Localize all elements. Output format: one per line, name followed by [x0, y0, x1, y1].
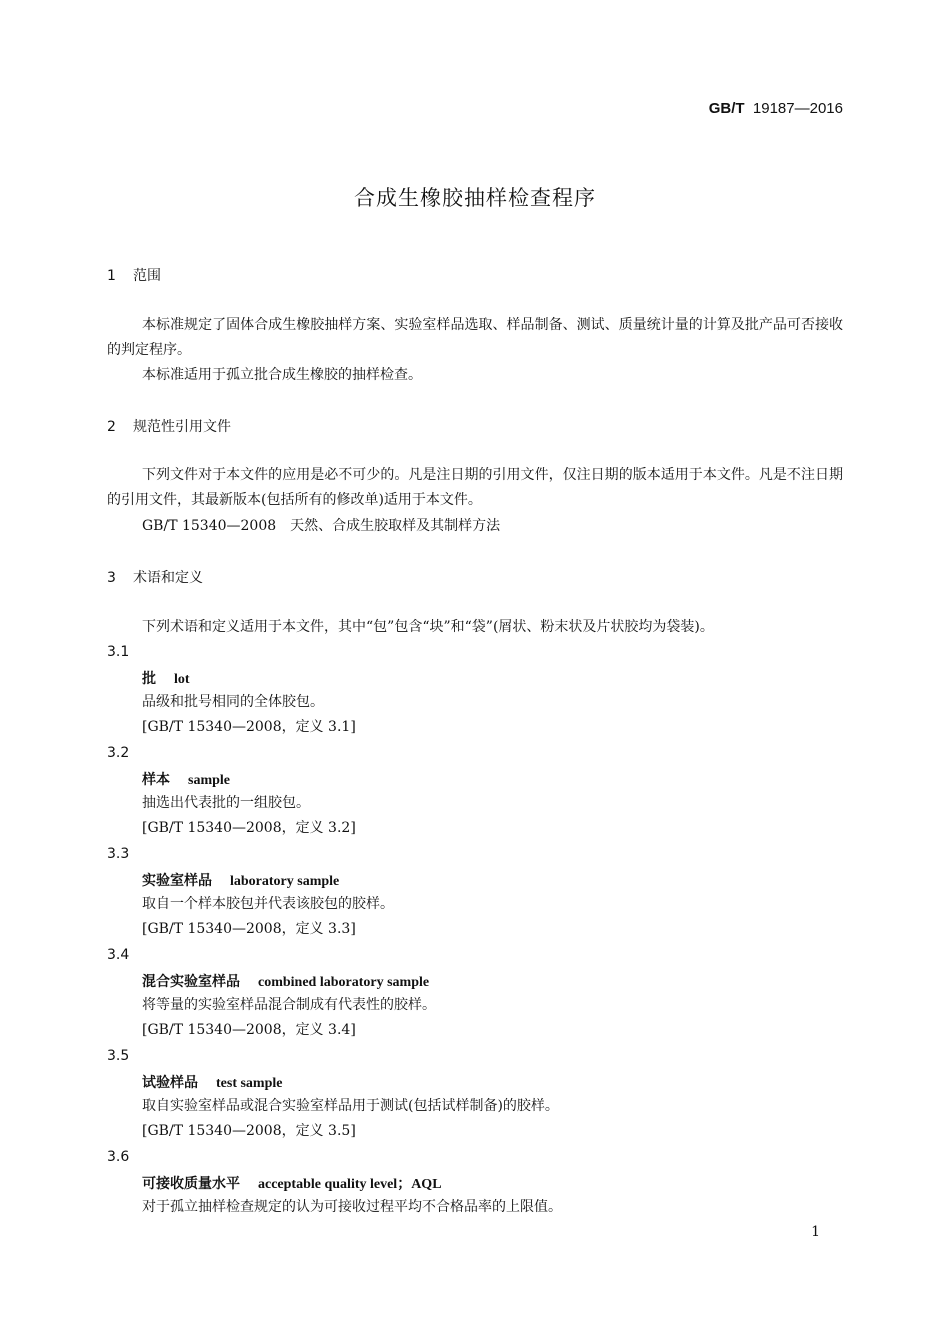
term-source: [GB/T 15340—2008，定义 3.3]	[142, 921, 356, 937]
term-definition: 抽选出代表批的一组胶包。	[142, 795, 310, 811]
term-en: sample	[188, 773, 230, 788]
term-heading	[142, 769, 230, 789]
section-number: 3	[107, 570, 116, 586]
term-number: 3.2	[107, 745, 130, 761]
standard-number	[709, 100, 843, 117]
term-en: lot	[174, 672, 190, 687]
term-heading	[142, 971, 429, 991]
section-title: 术语和定义	[133, 570, 203, 586]
term-definition: 取自一个样本胶包并代表该胶包的胶样。	[142, 896, 394, 912]
term-number: 3.4	[107, 947, 130, 963]
reference-item: GB/T 15340—2008 天然、合成生胶取样及其制样方法	[142, 518, 501, 534]
references-paragraph: 下列文件对于本文件的应用是必不可少的。凡是注日期的引用文件，仅注日期的版本适用于本文件。凡是不注日期的引用文件，其最新版本(包括所有的修改单)适用于本文件。	[107, 467, 843, 508]
term-definition: 取自实验室样品或混合实验室样品用于测试(包括试样制备)的胶样。	[142, 1098, 559, 1114]
term-zh: 试验样品	[142, 1075, 198, 1091]
standard-prefix: GB/T	[708, 100, 745, 117]
terms-intro: 下列术语和定义适用于本文件，其中“包”包含“块”和“袋”(屑状、粉末状及片状胶均为袋装)。	[142, 619, 714, 635]
term-number: 3.6	[107, 1149, 130, 1165]
term-heading	[142, 668, 190, 688]
term-source: [GB/T 15340—2008，定义 3.2]	[142, 820, 356, 836]
section-heading-normative-references	[107, 416, 231, 436]
section-title: 规范性引用文件	[133, 419, 231, 435]
standard-code: 19187—2016	[752, 100, 843, 117]
section-heading-terms	[107, 567, 203, 587]
term-definition: 对于孤立抽样检查规定的认为可接收过程平均不合格品率的上限值。	[142, 1199, 562, 1215]
scope-paragraph-2: 本标准适用于孤立批合成生橡胶的抽样检查。	[142, 367, 422, 383]
term-definition: 品级和批号相同的全体胶包。	[142, 694, 324, 710]
term-en: test sample	[216, 1076, 283, 1091]
term-zh: 混合实验室样品	[142, 974, 240, 990]
section-number: 1	[107, 268, 116, 284]
section-number: 2	[107, 419, 116, 435]
term-number: 3.5	[107, 1048, 130, 1064]
term-heading	[142, 870, 339, 890]
term-source: [GB/T 15340—2008，定义 3.4]	[142, 1022, 356, 1038]
term-en: laboratory sample	[230, 874, 340, 889]
term-source: [GB/T 15340—2008，定义 3.5]	[142, 1123, 356, 1139]
term-definition: 将等量的实验室样品混合制成有代表性的胶样。	[142, 997, 436, 1013]
scope-paragraph-1: 本标准规定了固体合成生橡胶抽样方案、实验室样品选取、样品制备、测试、质量统计量的计算及批产品可否接收的判定程序。	[107, 317, 843, 358]
term-zh: 样本	[142, 772, 170, 788]
term-source: [GB/T 15340—2008，定义 3.1]	[142, 719, 356, 735]
term-zh: 可接收质量水平	[142, 1176, 240, 1192]
term-heading	[142, 1072, 283, 1092]
term-en: acceptable quality level；AQL	[258, 1177, 442, 1192]
term-zh: 实验室样品	[142, 873, 212, 889]
section-heading-scope	[107, 265, 161, 285]
term-en: combined laboratory sample	[258, 975, 430, 990]
term-zh: 批	[142, 671, 156, 687]
document-title: 合成生橡胶抽样检查程序	[354, 186, 596, 210]
section-title: 范围	[133, 268, 161, 284]
term-heading	[142, 1173, 442, 1193]
term-number: 3.1	[107, 644, 130, 660]
page-number: 1	[811, 1224, 820, 1240]
term-number: 3.3	[107, 846, 130, 862]
